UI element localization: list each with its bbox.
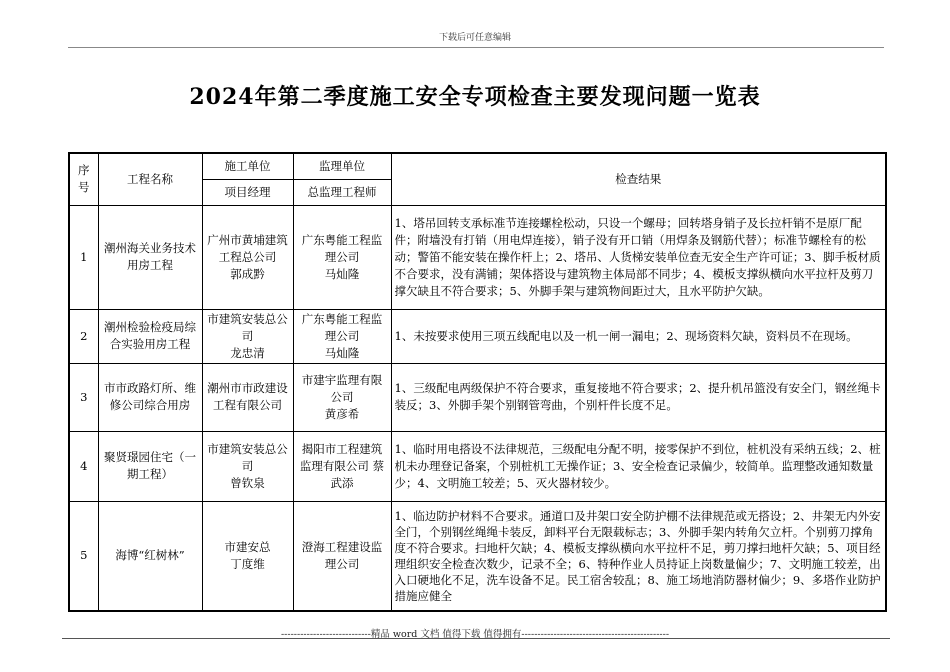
header-divider [68,47,884,48]
row-results: 1、临时用电搭设不法律规范，三级配电分配不明，接零保护不到位，桩机没有采纳五线；2、桩机未办理登记备案，个别桩机工无操作证；3、安全检查记录偏少，较简单。监理整改通知数量少；4、文明施工较差；5、灭火器材较少。 [391,431,886,501]
row-results: 1、塔吊回转支承标准节连接螺栓松动，只设一个螺母；回转塔身销子及长拉杆销不是原厂配件；附墙没有打销（用电焊连接），销子没有开口销（用焊条及钢筋代替）；标准节螺栓有的松动；警笛不能安装在操作杆上；2、塔吊、人货梯安装单位查无安全生产许可证；3、脚手板材质不合要求，没有满铺；架体搭设与建筑物主体局部不同步；4、模板支撑纵横向水平拉杆及剪刀撑欠缺且不符合要求；5、外脚手架与建筑物间距过大，且水平防护欠缺。 [391,205,886,309]
row-construction: 潮州市市政建设工程有限公司 [202,363,293,431]
row-results: 1、三级配电两级保护不符合要求，重复接地不符合要求；2、提升机吊篮没有安全门，钢丝绳卡装反；3、外脚手架个别钢管弯曲，个别杆件长度不足。 [391,363,886,431]
table-row [69,431,886,501]
header-chief-engineer: 总监理工程师 [293,179,391,205]
row-supervision: 澄海工程建设监理公司 [293,501,391,611]
table-row [69,205,886,309]
row-results: 1、临边防护材料不合要求。通道口及井架口安全防护棚不法律规范或无搭设；2、井架无内外安全门，个别钢丝绳绳卡装反，卸料平台无限载标志；3、外脚手架内转角欠立杆。个别剪刀撑角度不符合要求。扫地杆欠缺；4、模板支撑纵横向水平拉杆不足，剪刀撑扫地杆欠缺；5、项目经理组织安全检查次数少，记录不全；6、特种作业人员持证上岗数量偏少；7、文明施工较差，出入口硬地化不足，洗车设备不足。民工宿舍较乱；8、施工场地消防器材偏少；9、多塔作业防护措施应健全 [391,501,886,611]
row-project: 潮州检验检疫局综合实验用房工程 [98,309,202,363]
row-supervision: 广东粤能工程监理公司 马灿隆 [293,309,391,363]
inspection-table [68,152,887,612]
row-project: 聚贤璟园住宅（一期工程） [98,431,202,501]
header-project-manager: 项目经理 [202,179,293,205]
row-supervision: 市建宇监理有限公司 黄彦希 [293,363,391,431]
header-seq: 序号 [69,153,98,205]
table-header-row [69,153,886,179]
row-construction: 广州市黄埔建筑工程总公司 郭成黔 [202,205,293,309]
page-title: 2024年第二季度施工安全专项检查主要发现问题一览表 [189,84,761,110]
row-construction: 市建筑安装总公司 龙忠清 [202,309,293,363]
row-project: 潮州海关业务技术用房工程 [98,205,202,309]
row-construction: 市建安总 丁度维 [202,501,293,611]
header-results: 检查结果 [391,153,886,205]
table-row [69,363,886,431]
row-construction: 市建筑安装总公司 曾钦泉 [202,431,293,501]
row-seq: 1 [69,205,98,309]
footer-divider [62,638,890,639]
table-row [69,501,886,611]
row-seq: 2 [69,309,98,363]
header-construction-unit: 施工单位 [202,153,293,179]
header-project: 工程名称 [98,153,202,205]
row-project: 市市政路灯所、维修公司综合用房 [98,363,202,431]
row-seq: 4 [69,431,98,501]
row-project: 海博“红树林” [98,501,202,611]
row-results: 1、未按要求使用三项五线配电以及一机一闸一漏电；2、现场资料欠缺，资料员不在现场。 [391,309,886,363]
row-supervision: 揭阳市工程建筑监理有限公司 蔡武添 [293,431,391,501]
header-note: 下载后可任意编辑 [438,33,511,43]
row-supervision: 广东粤能工程监理公司 马灿隆 [293,205,391,309]
footer-note: ----------------------------精品 word 文档 值得下载 值得拥有---------------------------------------------- [280,629,670,640]
row-seq: 5 [69,501,98,611]
header-supervision-unit: 监理单位 [293,153,391,179]
table-row [69,309,886,363]
row-seq: 3 [69,363,98,431]
